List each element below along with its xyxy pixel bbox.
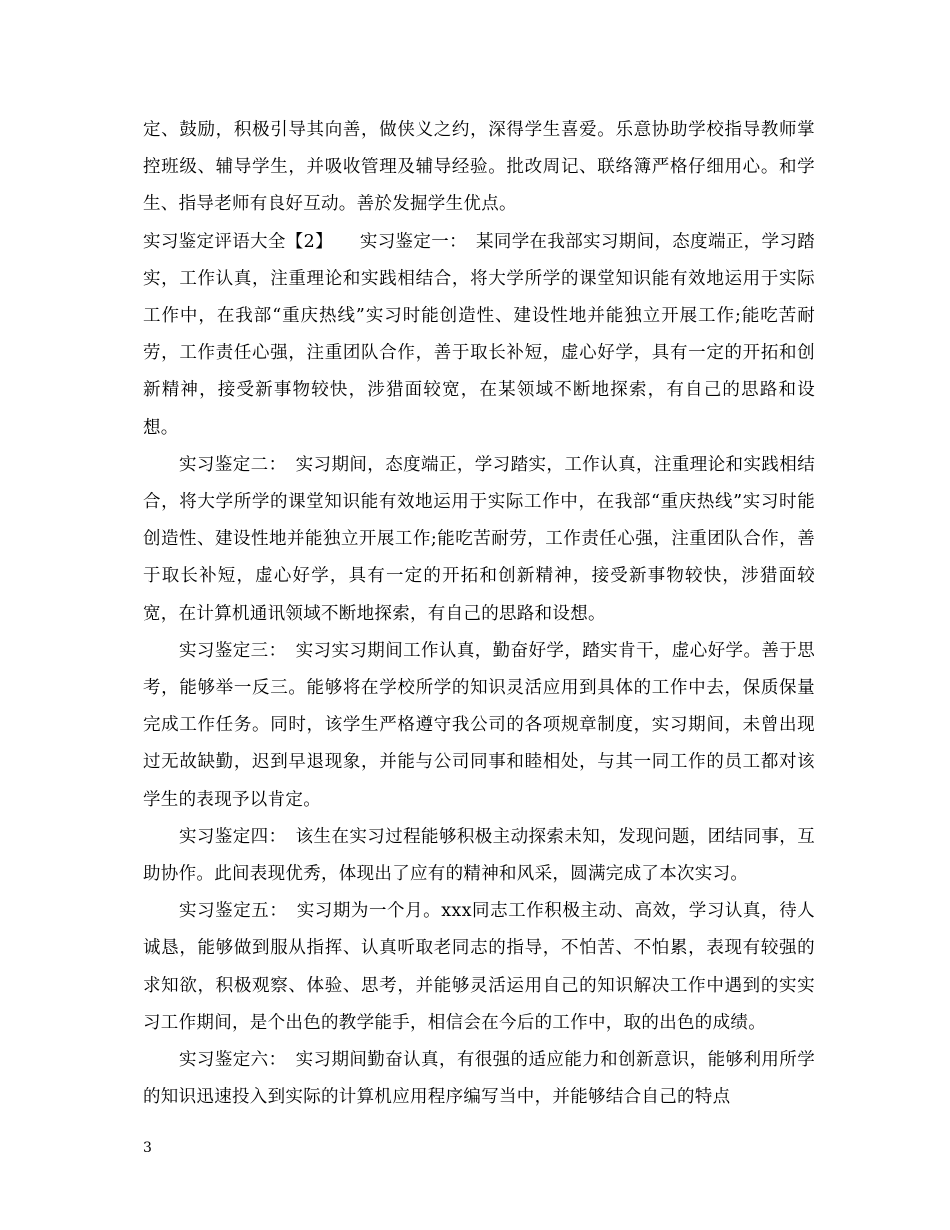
paragraph-3: 实习鉴定二： 实习期间，态度端正，学习踏实，工作认真，注重理论和实践相结合，将大学所学的课堂知识能有效地运用于实际工作中，在我部“重庆热线”实习时能创造性、建设性地并能独立开展工作;能吃苦耐劳，工作责任心强，注重团队合作，善于取长补短，虚心好学，具有一定的开拓和创新精神，接受新事物较快，涉猎面较宽，在计算机通讯领域不断地探索，有自己的思路和设想。 — [143, 454, 815, 624]
paragraph-2: 实习鉴定评语大全【2】 实习鉴定一： 某同学在我部实习期间，态度端正，学习踏实，工作认真，注重理论和实践相结合，将大学所学的课堂知识能有效地运用于实际工作中，在我部“重庆热线”实习时能创造性、建设性地并能独立开展工作;能吃苦耐劳，工作责任心强，注重团队合作，善于取长补短，虚心好学，具有一定的开拓和创新精神，接受新事物较快，涉猎面较宽，在某领域不断地探索，有自己的思路和设想。 — [143, 231, 815, 438]
document-body — [143, 112, 815, 1116]
paragraph-7: 实习鉴定六： 实习期间勤奋认真，有很强的适应能力和创新意识，能够利用所学的知识迅速投入到实际的计算机应用程序编写当中，并能够结合自己的特点 — [143, 1050, 815, 1108]
paragraph-1: 定、鼓励，积极引导其向善，做侠义之约，深得学生喜爱。乐意协助学校指导教师掌控班级、辅导学生，并吸收管理及辅导经验。批改周记、联络簿严格仔细用心。和学生、指导老师有良好互动。善於发掘学生优点。 — [143, 120, 815, 215]
page-number: 3 — [143, 1140, 152, 1156]
paragraph-4: 实习鉴定三： 实习实习期间工作认真，勤奋好学，踏实肯干，虚心好学。善于思考，能够举一反三。能够将在学校所学的知识灵活应用到具体的工作中去，保质保量完成工作任务。同时，该学生严格遵守我公司的各项规章制度，实习期间，未曾出现过无故缺勤，迟到早退现象，并能与公司同事和睦相处，与其一同工作的员工都对该学生的表现予以肯定。 — [143, 640, 815, 810]
paragraph-5: 实习鉴定四： 该生在实习过程能够积极主动探索未知，发现问题，团结同事，互助协作。此间表现优秀，体现出了应有的精神和风采，圆满完成了本次实习。 — [143, 826, 815, 885]
paragraph-6: 实习鉴定五： 实习期为一个月。xxx同志工作积极主动、高效，学习认真，待人诚恳，能够做到服从指挥、认真听取老同志的指导，不怕苦、不怕累，表现有较强的求知欲，积极观察、体验、思考，并能够灵活运用自己的知识解决工作中遇到的实实习工作期间，是个出色的教学能手，相信会在今后的工作中，取的出色的成绩。 — [143, 901, 815, 1033]
